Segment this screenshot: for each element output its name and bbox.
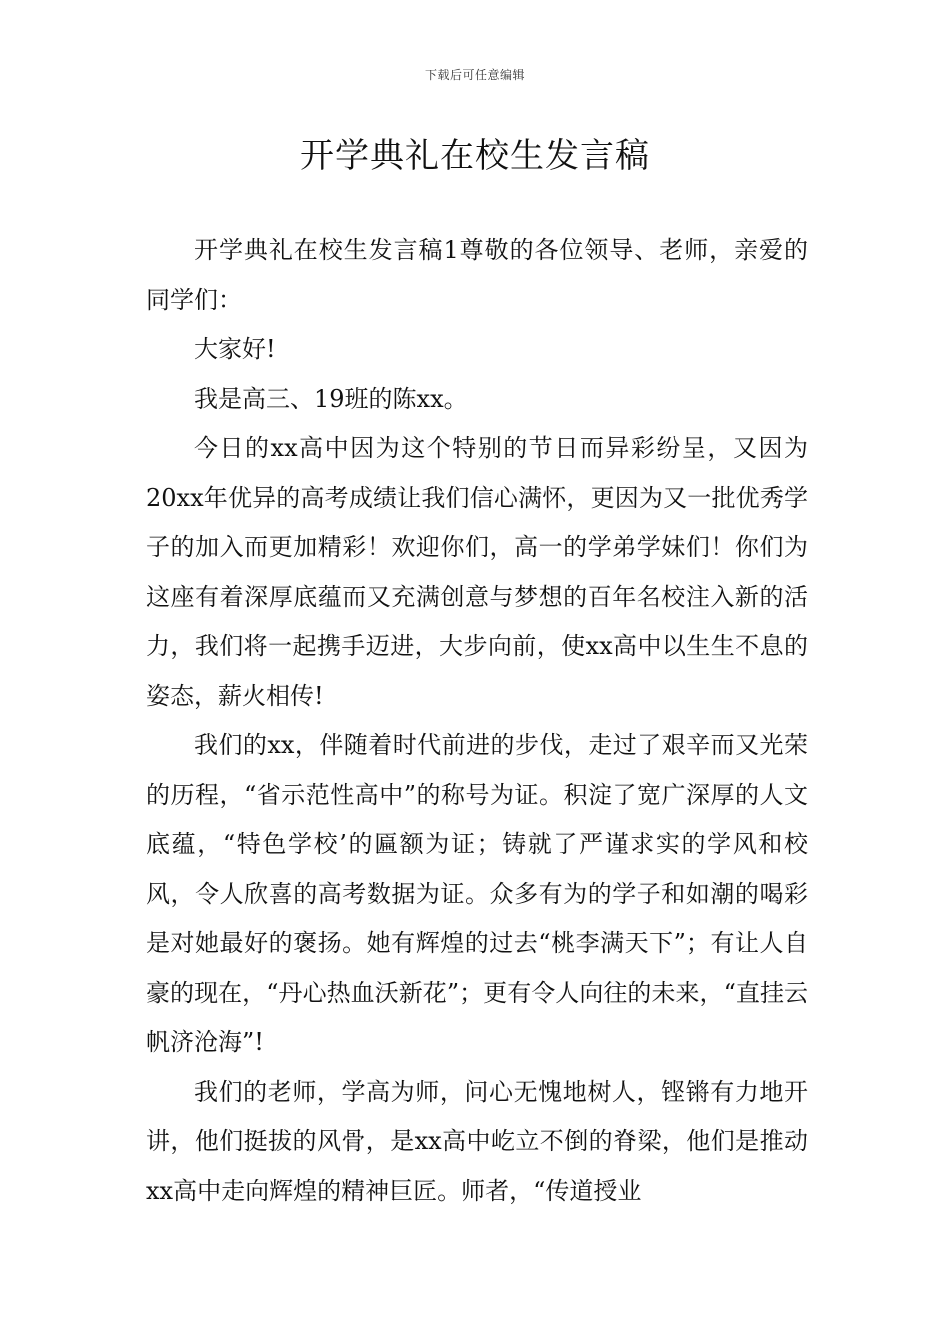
paragraph-greeting: 开学典礼在校生发言稿1尊敬的各位领导、老师，亲爱的同学们： (146, 236, 808, 314)
page-header-note: 下载后可任意编辑 (424, 68, 525, 82)
paragraph-teachers: 我们的老师，学高为师，问心无愧地树人，铿锵有力地开讲，他们挺拔的风骨，是xx高中屹立不倒的脊梁，他们是推动xx高中走向辉煌的精神巨匠。师者，“传道授业 (146, 1077, 808, 1205)
document-title: 开学典礼在校生发言稿 (300, 136, 650, 176)
paragraph-school-history: 我们的xx，伴随着时代前进的步伐，走过了艰辛而又光荣的历程，“省示范性高中”的称号为证。积淀了宽广深厚的人文底蕴，“特色学校’的匾额为证；铸就了严谨求实的学风和校风，令人欣喜的高考数据为证。众多有为的学子和如潮的喝彩是对她最好的褒扬。她有辉煌的过去“桃李满天下”；有让人自豪的现在，“丹心热血沃新花”；更有令人向往的未来，“直挂云帆济沧海”! (146, 731, 808, 1056)
document-body (146, 226, 808, 1216)
paragraph-welcome: 今日的xx高中因为这个特别的节日而异彩纷呈，又因为20xx年优异的高考成绩让我们信心满怀，更因为又一批优秀学子的加入而更加精彩！欢迎你们，高一的学弟学妹们！你们为这座有着深厚底蕴而又充满创意与梦想的百年名校注入新的活力，我们将一起携手迈进，大步向前，使xx高中以生生不息的姿态，薪火相传! (146, 434, 808, 710)
paragraph-self-intro: 我是高三、19班的陈xx。 (194, 384, 468, 413)
paragraph-hello: 大家好! (194, 335, 276, 363)
